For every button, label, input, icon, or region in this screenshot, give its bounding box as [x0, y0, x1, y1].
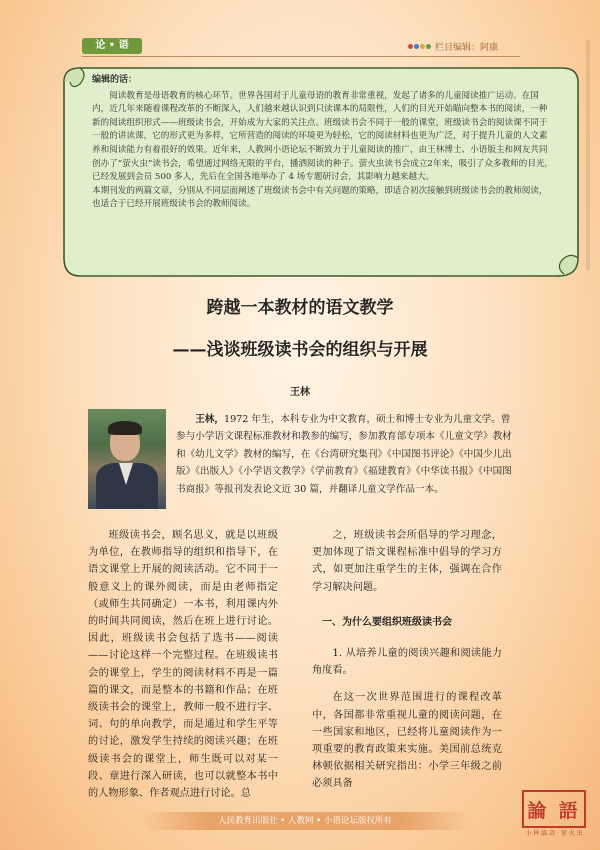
author-bio [176, 411, 518, 498]
side-stripe [586, 40, 590, 270]
editor-note-scroll [58, 62, 586, 282]
sub-point: 1. 从培养儿童的阅读兴趣和阅读能力角度看。 [312, 648, 502, 677]
column-editor-label: 栏目编辑：阿康 [435, 43, 499, 53]
left-column [88, 527, 278, 802]
author-photo [88, 409, 166, 509]
footer-copyright: 人民教育出版社 • 人教网 • 小语论坛版权所有 [140, 812, 470, 830]
section-heading: 一、为什么要组织班级读书会 [322, 616, 452, 628]
body-paragraph: 之，班级读书会所倡导的学习理念，更加体现了语文课程标准中倡导的学习方式，如更加注重学生的主体，强调在合作学习解决问题。 [312, 530, 502, 593]
article-author: 王林 [290, 387, 310, 398]
seal-subtext: 小 林 論 語 · 萤 火 虫 [525, 830, 583, 837]
article-title: 跨越一本教材的语文教学 [206, 298, 394, 318]
body-paragraph: 在这一次世界范围进行的课程改革中，各国都非常重视儿童的阅读问题，在一些国家和地区，已经将儿童阅读作为一项重要的教育政策来实施。美国前总统克林顿依据相关研究指出：小学三年级之前必须具备 [312, 692, 502, 790]
editor-note-paragraph-2: 本期刊发的两篇文章，分别从不同层面阐述了班级读书会中有关问题的策略，即适合初次接触到班级读书会的教师阅读，也适合于已经开展班级读书会的教师阅读。 [92, 185, 548, 210]
section-tab: 论 • 语 [82, 38, 142, 54]
body-paragraph: 班级读书会，顾名思义，就是以班级为单位，在教师指导的组织和指导下，在语文课堂上开展的阅读活动。它不同于一般意义上的课外阅读，而是由老师指定（或师生共同确定）一本书，利用课内外的时间共同阅读，然后在班上进行讨论。因此，班级读书会包括了选书——阅读——讨论这样一个完整过程。在班级读书会的课堂上，学生的阅读材料不再是一篇篇的课文，而是整本的书籍和作品；在班级读书会的课堂上，教师一般不进行字、词、句的单向教学，而是通过和学生平等的讨论，激发学生持续的阅读兴趣；在班级读书会的课堂上，师生既可以对某一段、章进行深入研读，也可以就整本书中的人物形象、作者观点进行讨论。总 [88, 530, 278, 800]
editor-note-paragraph: 阅读教育是母语教育的核心环节。世界各国对于儿童母语的教育非常重视，发起了诸多的儿童阅读推广运动。在国内，近几年来随着课程改革的不断深入，人们越来越认识到只读课本的局限性，人们的目光开始瞄向整本书的阅读，一种新的阅读组织形式——班级读书会，开始成为大家的关注点。班级读书会不同于一般的课堂，班级读书会的阅读课不同于一般的讲读课，它的形式更为多样，它所营造的阅读的环境更为轻松，它的阅读材料也更为广泛，对于提升儿童的人文素养和阅读能力有着很好的效果。近年来，人教网小语论坛不断致力于儿童阅读的推广，由王林博士、小语版主和网友共同创办了“萤火虫”读书会，希望通过网络无限的平台，播洒阅读的种子。萤火虫读书会成立2年来，吸引了众多教师的目光，已经发展到会员 500 多人，先后在全国各地举办了 4 场专题研讨会，其影响力越来越大。 [92, 90, 554, 183]
dots-icon [408, 44, 431, 49]
right-column [312, 527, 502, 793]
column-editor [408, 40, 498, 53]
article-subtitle: ——浅谈班级读书会的组织与开展 [172, 340, 428, 360]
bio-name: 王林， [195, 414, 224, 425]
seal-logo: 論 語 [522, 790, 586, 828]
header-rule [82, 56, 520, 57]
bio-text: 1972 年生，本科专业为中文教育，硕士和博士专业为儿童文学。曾参与小学语文课程标准教材和教参的编写，参加教育部专项本《儿童文学》教材和《幼儿文学》教材的编写，在《台湾研究集刊》《中国图书评论》《中国少儿出版》《出版人》《小学语文教学》《学前教育》《福建教育》《中华读书报》《中国图书商报》等报刊发表论文近 30 篇，并翻译儿童文学作品一本。 [176, 414, 512, 495]
editor-note-title: 编辑的话： [92, 75, 138, 85]
